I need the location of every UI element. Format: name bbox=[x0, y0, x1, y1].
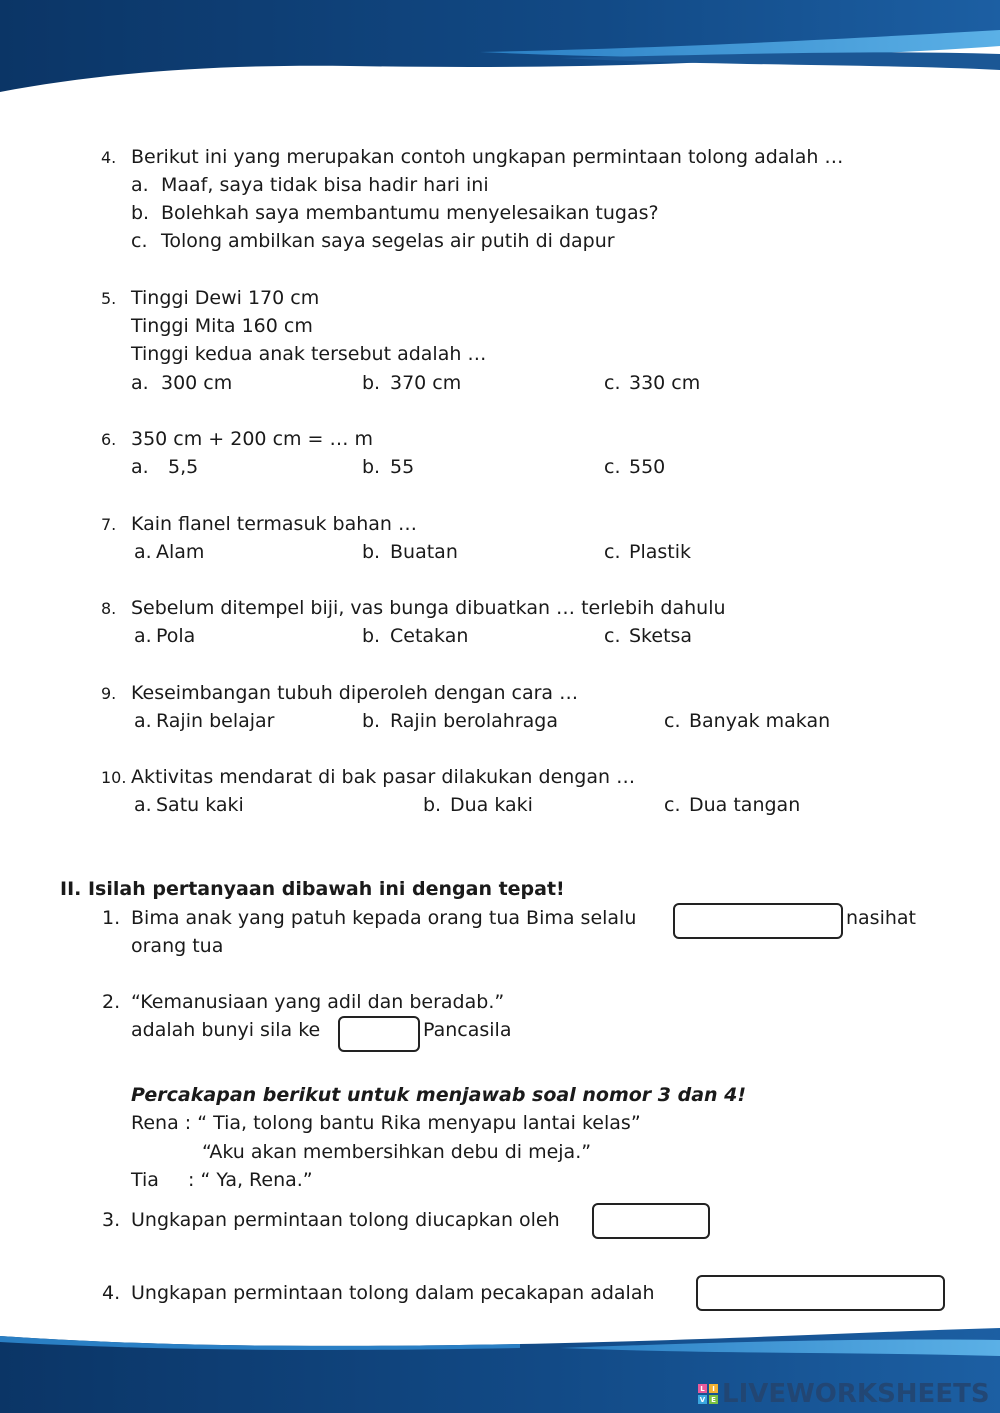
option-c: 550 bbox=[629, 456, 666, 478]
option-c: Dua tangan bbox=[689, 794, 801, 816]
liveworksheets-logo bbox=[698, 1378, 990, 1410]
logo-text: LIVEWORKSHEETS bbox=[722, 1379, 990, 1409]
option-b: Buatan bbox=[390, 541, 458, 563]
option-letter: a. bbox=[134, 541, 152, 563]
answer-input-1[interactable] bbox=[673, 903, 843, 939]
question-number: 5. bbox=[101, 289, 117, 308]
dialog-line: : “ Ya, Rena.” bbox=[188, 1169, 313, 1191]
option-a: 5,5 bbox=[168, 456, 199, 478]
option-letter: a. bbox=[134, 794, 152, 816]
option-letter: b. bbox=[131, 202, 150, 224]
question-text: Tinggi Dewi 170 cm bbox=[131, 287, 320, 309]
question-number: 2. bbox=[102, 991, 121, 1013]
question-text: 350 cm + 200 cm = … m bbox=[131, 428, 374, 450]
question-text: Pancasila bbox=[423, 1019, 512, 1041]
dialog-line: Rena : “ Tia, tolong bantu Rika menyapu lantai kelas” bbox=[131, 1112, 641, 1134]
question-number: 1. bbox=[102, 907, 121, 929]
question-number: 3. bbox=[102, 1209, 121, 1231]
question-text: orang tua bbox=[131, 935, 224, 957]
option-c: Sketsa bbox=[629, 625, 693, 647]
question-text: Kain flanel termasuk bahan … bbox=[131, 513, 418, 535]
top-banner bbox=[0, 0, 1000, 100]
question-text: Ungkapan permintaan tolong diucapkan oleh bbox=[131, 1209, 560, 1231]
option-letter: b. bbox=[362, 456, 381, 478]
option-letter: a. bbox=[131, 372, 149, 394]
option-letter: a. bbox=[131, 456, 149, 478]
option-letter: b. bbox=[362, 625, 381, 647]
question-number: 8. bbox=[101, 599, 117, 618]
question-text: Keseimbangan tubuh diperoleh dengan cara … bbox=[131, 682, 579, 704]
question-text: “Kemanusiaan yang adil dan beradab.” bbox=[131, 991, 505, 1013]
answer-input-2[interactable] bbox=[338, 1016, 420, 1052]
option-a: Alam bbox=[156, 541, 205, 563]
option-letter: c. bbox=[604, 625, 621, 647]
option-a: Satu kaki bbox=[156, 794, 244, 816]
question-text: Ungkapan permintaan tolong dalam pecakapan adalah bbox=[131, 1282, 655, 1304]
option-letter: c. bbox=[604, 541, 621, 563]
option-b: 370 cm bbox=[390, 372, 462, 394]
question-text: Berikut ini yang merupakan contoh ungkapan permintaan tolong adalah … bbox=[131, 146, 844, 168]
option-letter: a. bbox=[134, 625, 152, 647]
logo-tile: E bbox=[709, 1395, 718, 1404]
option-b: Dua kaki bbox=[450, 794, 533, 816]
option-letter: c. bbox=[604, 372, 621, 394]
option-a: Pola bbox=[156, 625, 196, 647]
option-b: 55 bbox=[390, 456, 415, 478]
question-text: Aktivitas mendarat di bak pasar dilakukan dengan … bbox=[131, 766, 636, 788]
dialog-speaker: Tia bbox=[131, 1169, 159, 1191]
option-letter: b. bbox=[423, 794, 442, 816]
question-text: adalah bunyi sila ke bbox=[131, 1019, 321, 1041]
question-text: Tinggi Mita 160 cm bbox=[131, 315, 313, 337]
section-heading: II. Isilah pertanyaan dibawah ini dengan tepat! bbox=[60, 878, 565, 900]
option-b: Cetakan bbox=[390, 625, 469, 647]
option-a: Maaf, saya tidak bisa hadir hari ini bbox=[161, 174, 489, 196]
dialog-title: Percakapan berikut untuk menjawab soal nomor 3 dan 4! bbox=[131, 1084, 747, 1106]
option-letter: a. bbox=[131, 174, 149, 196]
question-number: 4. bbox=[102, 1282, 121, 1304]
option-a: Rajin belajar bbox=[156, 710, 275, 732]
question-number: 7. bbox=[101, 515, 117, 534]
option-letter: b. bbox=[362, 541, 381, 563]
logo-tile: V bbox=[699, 1395, 706, 1404]
option-letter: c. bbox=[131, 230, 148, 252]
question-number: 6. bbox=[101, 430, 117, 449]
option-letter: a. bbox=[134, 710, 152, 732]
answer-input-4[interactable] bbox=[696, 1275, 945, 1311]
option-letter: c. bbox=[604, 456, 621, 478]
option-c: Plastik bbox=[629, 541, 692, 563]
dialog-line: “Aku akan membersihkan debu di meja.” bbox=[202, 1141, 592, 1163]
question-text: Tinggi kedua anak tersebut adalah … bbox=[131, 343, 487, 365]
answer-input-3[interactable] bbox=[592, 1203, 710, 1239]
option-b: Rajin berolahraga bbox=[390, 710, 558, 732]
option-c: 330 cm bbox=[629, 372, 701, 394]
option-letter: b. bbox=[362, 710, 381, 732]
option-letter: c. bbox=[664, 794, 681, 816]
question-text: Sebelum ditempel biji, vas bunga dibuatkan … terlebih dahulu bbox=[131, 597, 726, 619]
logo-tiles bbox=[698, 1384, 718, 1404]
question-number: 9. bbox=[101, 684, 117, 703]
option-c: Tolong ambilkan saya segelas air putih di dapur bbox=[161, 230, 615, 252]
option-c: Banyak makan bbox=[689, 710, 831, 732]
option-letter: b. bbox=[362, 372, 381, 394]
logo-tile: L bbox=[698, 1384, 707, 1393]
question-number: 10. bbox=[101, 768, 127, 787]
option-a: 300 cm bbox=[161, 372, 233, 394]
logo-tile: I bbox=[709, 1384, 718, 1393]
question-text: Bima anak yang patuh kepada orang tua Bima selalu bbox=[131, 907, 637, 929]
question-text: nasihat bbox=[846, 907, 916, 929]
option-b: Bolehkah saya membantumu menyelesaikan tugas? bbox=[161, 202, 659, 224]
option-letter: c. bbox=[664, 710, 681, 732]
question-number: 4. bbox=[101, 148, 117, 167]
